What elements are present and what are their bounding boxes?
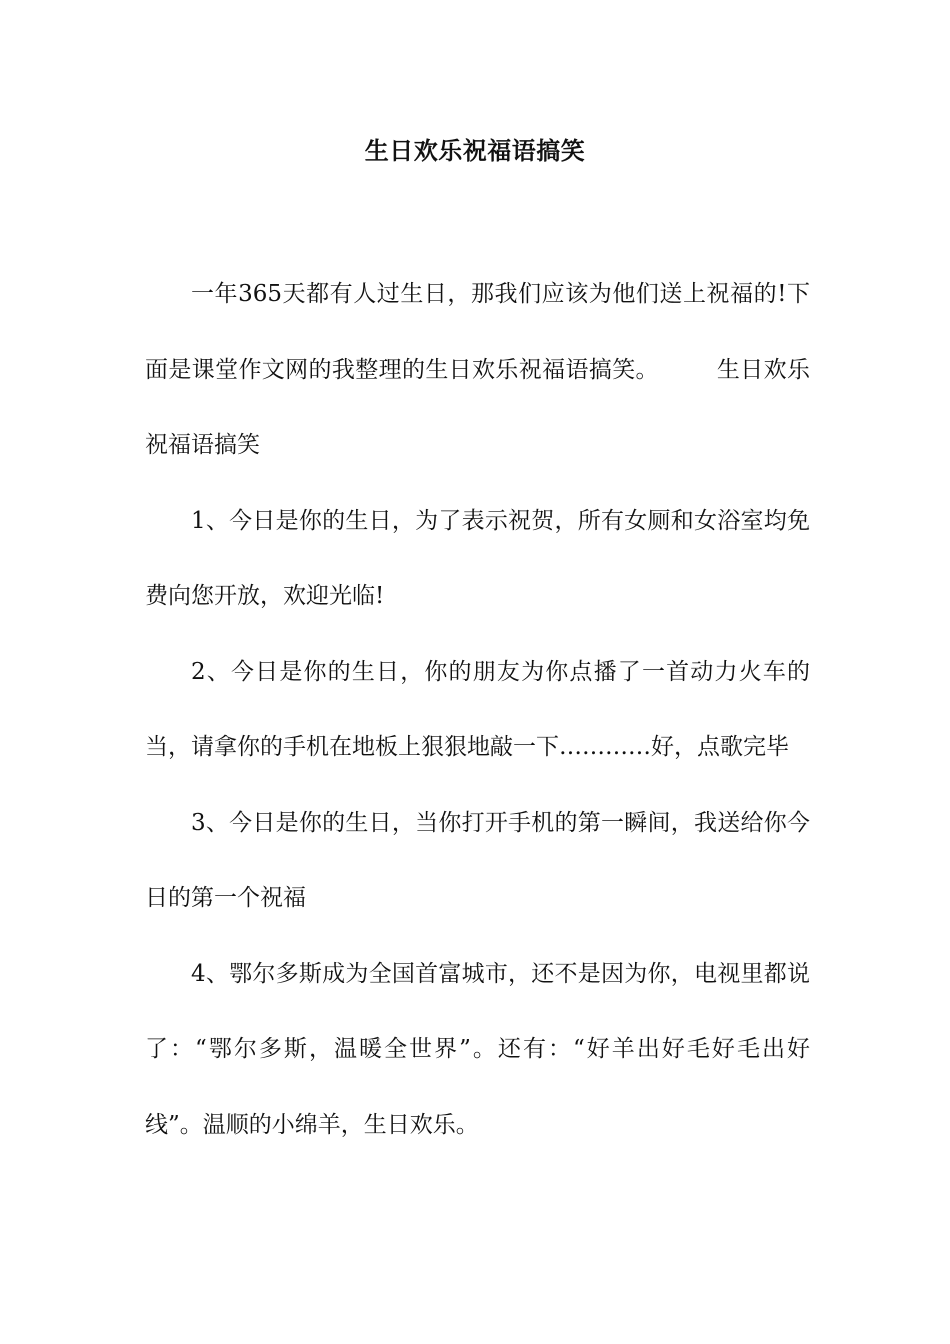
intro-paragraph <box>145 257 810 484</box>
list-item: 1、今日是你的生日，为了表示祝贺，所有女厕和女浴室均免费向您开放，欢迎光临! <box>145 507 810 609</box>
list-item: 4、鄂尔多斯成为全国首富城市，还不是因为你，电视里都说了：“鄂尔多斯，温暖全世界”。还有：“好羊出好毛好毛出好线”。温顺的小绵羊，生日欢乐。 <box>145 960 810 1138</box>
intro-text: 一年365天都有人过生日，那我们应该为他们送上祝福的!下面是课堂作文网的我整理的生日欢乐祝福语搞笑。 <box>145 281 810 383</box>
section-heading: 生日欢乐祝福语搞笑 <box>145 356 811 458</box>
page-title: 生日欢乐祝福语搞笑 <box>364 136 586 165</box>
document-body <box>145 257 810 1163</box>
list-item: 2、今日是你的生日，你的朋友为你点播了一首动力火车的当，请拿你的手机在地板上狠狠地敲一下…………好，点歌完毕 <box>145 658 810 760</box>
list-item: 3、今日是你的生日，当你打开手机的第一瞬间，我送给你今日的第一个祝福 <box>145 809 810 911</box>
